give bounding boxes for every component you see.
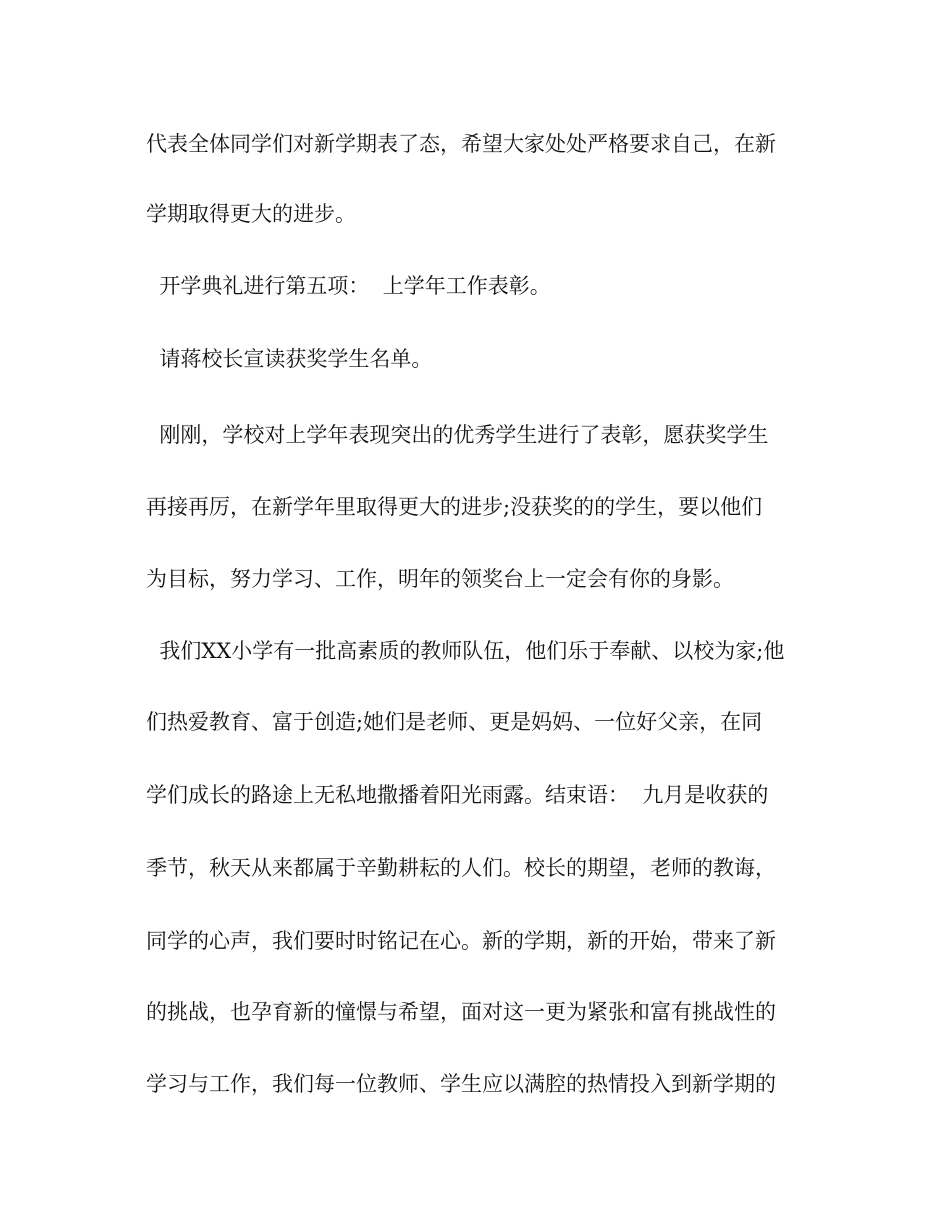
text-line: 的挑战，也孕育新的憧憬与希望，面对这一更为紧张和富有挑战性的 (146, 1000, 776, 1024)
text-line: 刚刚，学校对上学年表现突出的优秀学生进行了表彰，愿获奖学生 (146, 423, 769, 447)
text-line: 同学的心声，我们要时时铭记在心。新的学期，新的开始，带来了新 (146, 929, 776, 953)
text-line: 请蒋校长宣读获奖学生名单。 (146, 347, 433, 371)
text-line: 学期取得更大的进步。 (146, 202, 356, 226)
text-line: 我们XX小学有一批高素质的教师队伍，他们乐于奉献、以校为家;他 (146, 639, 785, 663)
text-line: 学们成长的路途上无私地撒播着阳光雨露。结束语： 九月是收获的 (146, 783, 769, 807)
text-line: 代表全体同学们对新学期表了态，希望大家处处严格要求自己，在新 (146, 132, 776, 156)
text-line: 为目标，努力学习、工作，明年的领奖台上一定会有你的身影。 (146, 567, 734, 591)
text-line: 学习与工作，我们每一位教师、学生应以满腔的热情投入到新学期的 (146, 1072, 776, 1096)
text-line: 再接再厉，在新学年里取得更大的进步;没获奖的的学生，要以他们 (146, 495, 763, 519)
text-line: 们热爱教育、富于创造;她们是老师、更是妈妈、一位好父亲，在同 (146, 710, 763, 734)
text-line: 开学典礼进行第五项： 上学年工作表彰。 (146, 274, 551, 298)
text-line: 季节，秋天从来都属于辛勤耕耘的人们。校长的期望，老师的教诲， (146, 856, 776, 880)
